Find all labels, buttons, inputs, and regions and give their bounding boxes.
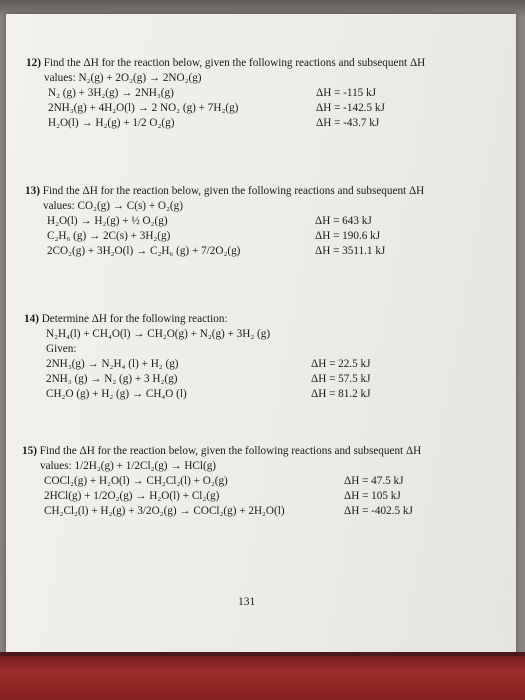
values-prefix: values: bbox=[40, 460, 72, 472]
problem-12 bbox=[26, 56, 506, 131]
problem-15 bbox=[22, 444, 512, 519]
given-reaction-row bbox=[25, 229, 505, 244]
reaction-equation: 2CO₂(g) + 3H₂O(l) → C₂H₆ (g) + 7/2O₂(g) bbox=[47, 245, 241, 257]
reaction-equation: CH₂Cl₂(l) + H₂(g) + 3/2O₂(g) → COCl₂(g) + 2H₂O(l) bbox=[44, 505, 285, 517]
reaction-equation: 2HCl(g) + 1/2O₂(g) → H₂O(l) + Cl₂(g) bbox=[44, 490, 220, 502]
given-reaction-row bbox=[22, 504, 512, 519]
desk-edge bbox=[0, 652, 525, 656]
given-reaction-row bbox=[24, 357, 504, 372]
problem-number: 12) bbox=[26, 57, 41, 69]
enthalpy-value: ΔH = 105 kJ bbox=[344, 490, 401, 502]
reaction-equation: 2NH₃(g) → N₂H₄ (l) + H₂ (g) bbox=[46, 358, 179, 370]
problem-number: 14) bbox=[24, 313, 39, 325]
enthalpy-value: ΔH = -402.5 kJ bbox=[344, 505, 413, 517]
given-reaction-row bbox=[25, 244, 505, 259]
reaction-equation: H₂O(l) → H₂(g) + 1/2 O₂(g) bbox=[48, 117, 175, 129]
problem-heading: Find the ΔH for the reaction below, given the following reactions and subsequent ΔH bbox=[42, 185, 425, 197]
reaction-equation: C₂H₆ (g) → 2C(s) + 3H₂(g) bbox=[47, 230, 171, 242]
reaction-equation: 2NH₃ (g) → N₂ (g) + 3 H₂(g) bbox=[46, 373, 178, 385]
values-prefix: values: bbox=[43, 200, 75, 212]
problem-heading: Determine ΔH for the following reaction: bbox=[41, 313, 228, 325]
reaction-equation: N₂ (g) + 3H₂(g) → 2NH₃(g) bbox=[48, 87, 174, 99]
enthalpy-value: ΔH = 81.2 kJ bbox=[311, 388, 371, 400]
problem-13 bbox=[25, 184, 505, 259]
reaction-equation: CH₂O (g) + H₂ (g) → CH₄O (l) bbox=[46, 388, 187, 400]
target-reaction: CO₂(g) → C(s) + O₂(g) bbox=[77, 200, 183, 212]
given-reaction-row bbox=[24, 372, 504, 387]
problem-14 bbox=[24, 312, 504, 402]
enthalpy-value: ΔH = 3511.1 kJ bbox=[315, 245, 386, 257]
reaction-equation: 2NH₃(g) + 4H₂O(l) → 2 NO₂ (g) + 7H₂(g) bbox=[48, 102, 239, 114]
problem-number: 13) bbox=[25, 185, 40, 197]
reaction-equation: COCl₂(g) + H₂O(l) → CH₂Cl₂(l) + O₂(g) bbox=[44, 475, 228, 487]
given-reaction-row bbox=[25, 214, 505, 229]
given-reaction-row bbox=[22, 489, 512, 504]
problem-heading: Find the ΔH for the reaction below, given the following reactions and subsequent ΔH bbox=[39, 445, 422, 457]
reaction-equation: H₂O(l) → H₂(g) + ½ O₂(g) bbox=[47, 215, 168, 227]
page-number: 131 bbox=[238, 596, 256, 608]
problem-heading: Find the ΔH for the reaction below, given the following reactions and subsequent ΔH bbox=[43, 57, 426, 69]
values-prefix: values: bbox=[44, 72, 76, 84]
problem-number: 15) bbox=[22, 445, 37, 457]
target-reaction: N₂(g) + 2O₂(g) → 2NO₂(g) bbox=[78, 72, 202, 84]
given-label: Given: bbox=[46, 343, 77, 355]
desk-surface bbox=[0, 652, 525, 700]
enthalpy-value: ΔH = 57.5 kJ bbox=[311, 373, 371, 385]
given-reaction-row bbox=[26, 116, 506, 131]
given-reaction-row bbox=[24, 387, 504, 402]
target-reaction: 1/2H₂(g) + 1/2Cl₂(g) → HCl(g) bbox=[74, 460, 217, 472]
enthalpy-value: ΔH = -115 kJ bbox=[316, 87, 377, 99]
given-reaction-row bbox=[26, 101, 506, 116]
enthalpy-value: ΔH = 190.6 kJ bbox=[315, 230, 381, 242]
enthalpy-value: ΔH = 47.5 kJ bbox=[344, 475, 404, 487]
enthalpy-value: ΔH = -142.5 kJ bbox=[316, 102, 385, 114]
target-reaction: N₂H₄(l) + CH₄O(l) → CH₂O(g) + N₂(g) + 3H₂ (g) bbox=[46, 328, 271, 340]
enthalpy-value: ΔH = 22.5 kJ bbox=[311, 358, 371, 370]
enthalpy-value: ΔH = 643 kJ bbox=[315, 215, 372, 227]
given-reaction-row bbox=[26, 86, 506, 101]
given-reaction-row bbox=[22, 474, 512, 489]
enthalpy-value: ΔH = -43.7 kJ bbox=[316, 117, 380, 129]
